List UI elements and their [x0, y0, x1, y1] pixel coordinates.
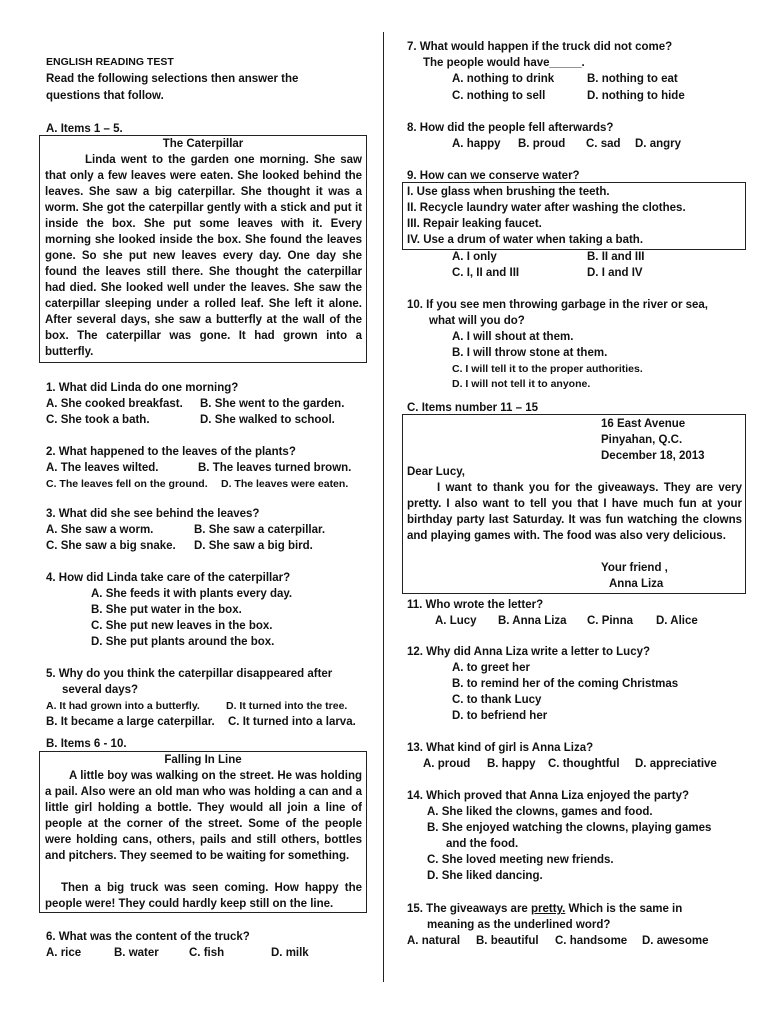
- story-text: Linda went to the garden one morning. She saw that only a few leaves were eaten. She looked behind the leaves. She saw a big caterpillar. She thought it was a worm. She got the caterpillar gently with a stick and put it inside the box. She put some leaves with it. Every morning she looked inside the box. She found the leaves gone. So she put new leaves every day. One day she found the leaves still there. She thought the caterpillar had died. She looked well under the leaves. She saw the caterpillar sleeping under a rolled leaf. She left it alone. After several days, she saw a butterfly at the wall of the box. The caterpillar was gone. It had grown into a butterfly.: [45, 154, 362, 358]
- q3-option-d: D. She saw a big bird.: [194, 540, 313, 552]
- q10-option-b: B. I will throw stone at them.: [452, 347, 608, 359]
- section-c-label: C. Items number 11 – 15: [407, 402, 539, 414]
- instructions-line-1: Read the following selections then answer the: [46, 73, 299, 85]
- q14-option-d: D. She liked dancing.: [427, 870, 543, 882]
- q9-statement-3: III. Repair leaking faucet.: [407, 218, 542, 230]
- letter-address-1: 16 East Avenue: [601, 418, 686, 430]
- q7-option-d: D. nothing to hide: [587, 90, 685, 102]
- q14-option-b: B. She enjoyed watching the clowns, playing games: [427, 822, 712, 834]
- story-title: Falling In Line: [164, 754, 242, 766]
- q9-option-a: A. I only: [452, 251, 497, 263]
- q13-option-c: C. thoughtful: [548, 758, 620, 770]
- q8-option-d: D. angry: [635, 138, 682, 150]
- q14-option-b-line-2: and the food.: [446, 838, 519, 850]
- q7-option-b: B. nothing to eat: [587, 73, 678, 85]
- q13-option-a: A. proud: [423, 758, 471, 770]
- q7-option-c: C. nothing to sell: [452, 90, 546, 102]
- story-paragraph-2: Then a big truck was seen coming. How happy the people were! They could hardly keep still on the line.: [45, 882, 362, 910]
- question-8: 8. How did the people fell afterwards?: [407, 122, 614, 134]
- question-14: 14. Which proved that Anna Liza enjoyed the party?: [407, 790, 690, 802]
- q8-option-b: B. proud: [518, 138, 566, 150]
- q9-statement-box: [402, 182, 746, 250]
- story-paragraph-1: A little boy was walking on the street. He was holding a pail. Also were an old man who was holding a can and a little girl holding a bottle. They would all join a line of people at the corner of the street. Some of the people were holding cans, others, pails and still others, bottles and pitchers. They seemed to be waiting for something.: [45, 770, 362, 862]
- q11-option-c: C. Pinna: [587, 615, 634, 627]
- q12-option-a: A. to greet her: [452, 662, 530, 674]
- q14-option-c: C. She loved meeting new friends.: [427, 854, 614, 866]
- q1-option-d: D. She walked to school.: [200, 414, 335, 426]
- section-b-label: B. Items 6 - 10.: [46, 738, 127, 750]
- letter-body: I want to thank you for the giveaways. They are very pretty. I also want to tell you that I have much fun at your birthday party last Saturday. It was fun watching the clowns and playing games with. The food was also very delicious.: [407, 482, 742, 542]
- q4-option-d: D. She put plants around the box.: [91, 636, 275, 648]
- q11-option-d: D. Alice: [656, 615, 698, 627]
- q9-option-b: B. II and III: [587, 251, 645, 263]
- q8-option-c: C. sad: [586, 138, 621, 150]
- q12-option-b: B. to remind her of the coming Christmas: [452, 678, 679, 690]
- q15-option-a: A. natural: [407, 935, 461, 947]
- q11-option-b: B. Anna Liza: [498, 615, 567, 627]
- question-13: 13. What kind of girl is Anna Liza?: [407, 742, 594, 754]
- underlined-word: pretty.: [531, 903, 566, 915]
- q1-option-c: C. She took a bath.: [46, 414, 150, 426]
- question-6: 6. What was the content of the truck?: [46, 931, 250, 943]
- q5-option-a: A. It had grown into a butterfly.: [46, 700, 200, 712]
- q2-option-d: D. The leaves were eaten.: [221, 478, 349, 490]
- q15-option-c: C. handsome: [555, 935, 628, 947]
- question-7: 7. What would happen if the truck did not come?: [407, 41, 673, 53]
- letter-box: [402, 414, 746, 594]
- q5-option-b: B. It became a large caterpillar.: [46, 716, 215, 728]
- q6-option-a: A. rice: [46, 947, 82, 959]
- story-box-falling-in-line: [39, 751, 367, 913]
- q4-option-c: C. She put new leaves in the box.: [91, 620, 273, 632]
- q4-option-a: A. She feeds it with plants every day.: [91, 588, 293, 600]
- q2-option-a: A. The leaves wilted.: [46, 462, 159, 474]
- q10-option-c: C. I will tell it to the proper authorities.: [452, 363, 643, 375]
- letter-address-2: Pinyahan, Q.C.: [601, 434, 683, 446]
- q5-option-c: C. It turned into a larva.: [228, 716, 356, 728]
- q6-option-c: C. fish: [189, 947, 225, 959]
- q13-option-b: B. happy: [487, 758, 536, 770]
- question-12: 12. Why did Anna Liza write a letter to Lucy?: [407, 646, 651, 658]
- q1-option-b: B. She went to the garden.: [200, 398, 345, 410]
- q1-option-a: A. She cooked breakfast.: [46, 398, 183, 410]
- q9-statement-4: IV. Use a drum of water when taking a bath.: [407, 234, 644, 246]
- question-9: 9. How can we conserve water?: [407, 170, 580, 182]
- q9-statement-2: II. Recycle laundry water after washing the clothes.: [407, 202, 686, 214]
- story-box-caterpillar: [39, 135, 367, 363]
- q4-option-b: B. She put water in the box.: [91, 604, 242, 616]
- q5-option-d: D. It turned into the tree.: [226, 700, 348, 712]
- story-title: The Caterpillar: [162, 138, 244, 150]
- q10-option-d: D. I will not tell it to anyone.: [452, 378, 591, 390]
- q3-option-b: B. She saw a caterpillar.: [194, 524, 326, 536]
- q2-option-c: C. The leaves fell on the ground.: [46, 478, 208, 490]
- question-5-line-2: several days?: [62, 684, 139, 696]
- letter-date: December 18, 2013: [601, 450, 705, 462]
- question-4: 4. How did Linda take care of the caterpillar?: [46, 572, 291, 584]
- column-divider: [383, 32, 384, 982]
- q9-option-c: C. I, II and III: [452, 267, 520, 279]
- q6-option-b: B. water: [114, 947, 159, 959]
- question-10-line-2: what will you do?: [429, 315, 525, 327]
- instructions-line-2: questions that follow.: [46, 90, 164, 102]
- question-15: [407, 901, 682, 917]
- question-15-post: Which is the same in: [565, 903, 683, 915]
- q9-statement-1: I. Use glass when brushing the teeth.: [407, 186, 610, 198]
- question-1: 1. What did Linda do one morning?: [46, 382, 239, 394]
- q9-option-d: D. I and IV: [587, 267, 643, 279]
- question-15-pre: 15. The giveaways are: [407, 903, 532, 915]
- q14-option-a: A. She liked the clowns, games and food.: [427, 806, 653, 818]
- q15-option-b: B. beautiful: [476, 935, 539, 947]
- question-10-line-1: 10. If you see men throwing garbage in the river or sea,: [407, 299, 709, 311]
- question-11: 11. Who wrote the letter?: [407, 599, 544, 611]
- q8-option-a: A. happy: [452, 138, 501, 150]
- q2-option-b: B. The leaves turned brown.: [198, 462, 352, 474]
- q3-option-c: C. She saw a big snake.: [46, 540, 176, 552]
- q12-option-d: D. to befriend her: [452, 710, 548, 722]
- q10-option-a: A. I will shout at them.: [452, 331, 574, 343]
- q3-option-a: A. She saw a worm.: [46, 524, 154, 536]
- letter-closing: Your friend ,: [601, 562, 668, 574]
- q11-option-a: A. Lucy: [435, 615, 477, 627]
- test-title: ENGLISH READING TEST: [46, 56, 174, 68]
- letter-signature: Anna Liza: [609, 578, 664, 590]
- question-5-line-1: 5. Why do you think the caterpillar disappeared after: [46, 668, 333, 680]
- section-a-label: A. Items 1 – 5.: [46, 123, 123, 135]
- q15-option-d: D. awesome: [642, 935, 709, 947]
- question-3: 3. What did she see behind the leaves?: [46, 508, 260, 520]
- question-2: 2. What happened to the leaves of the plants?: [46, 446, 296, 458]
- q7-option-a: A. nothing to drink: [452, 73, 555, 85]
- q13-option-d: D. appreciative: [635, 758, 717, 770]
- letter-greeting: Dear Lucy,: [407, 466, 465, 478]
- q6-option-d: D. milk: [271, 947, 309, 959]
- question-7-line-2: The people would have_____.: [423, 57, 585, 69]
- q12-option-c: C. to thank Lucy: [452, 694, 542, 706]
- question-15-line-2: meaning as the underlined word?: [427, 919, 611, 931]
